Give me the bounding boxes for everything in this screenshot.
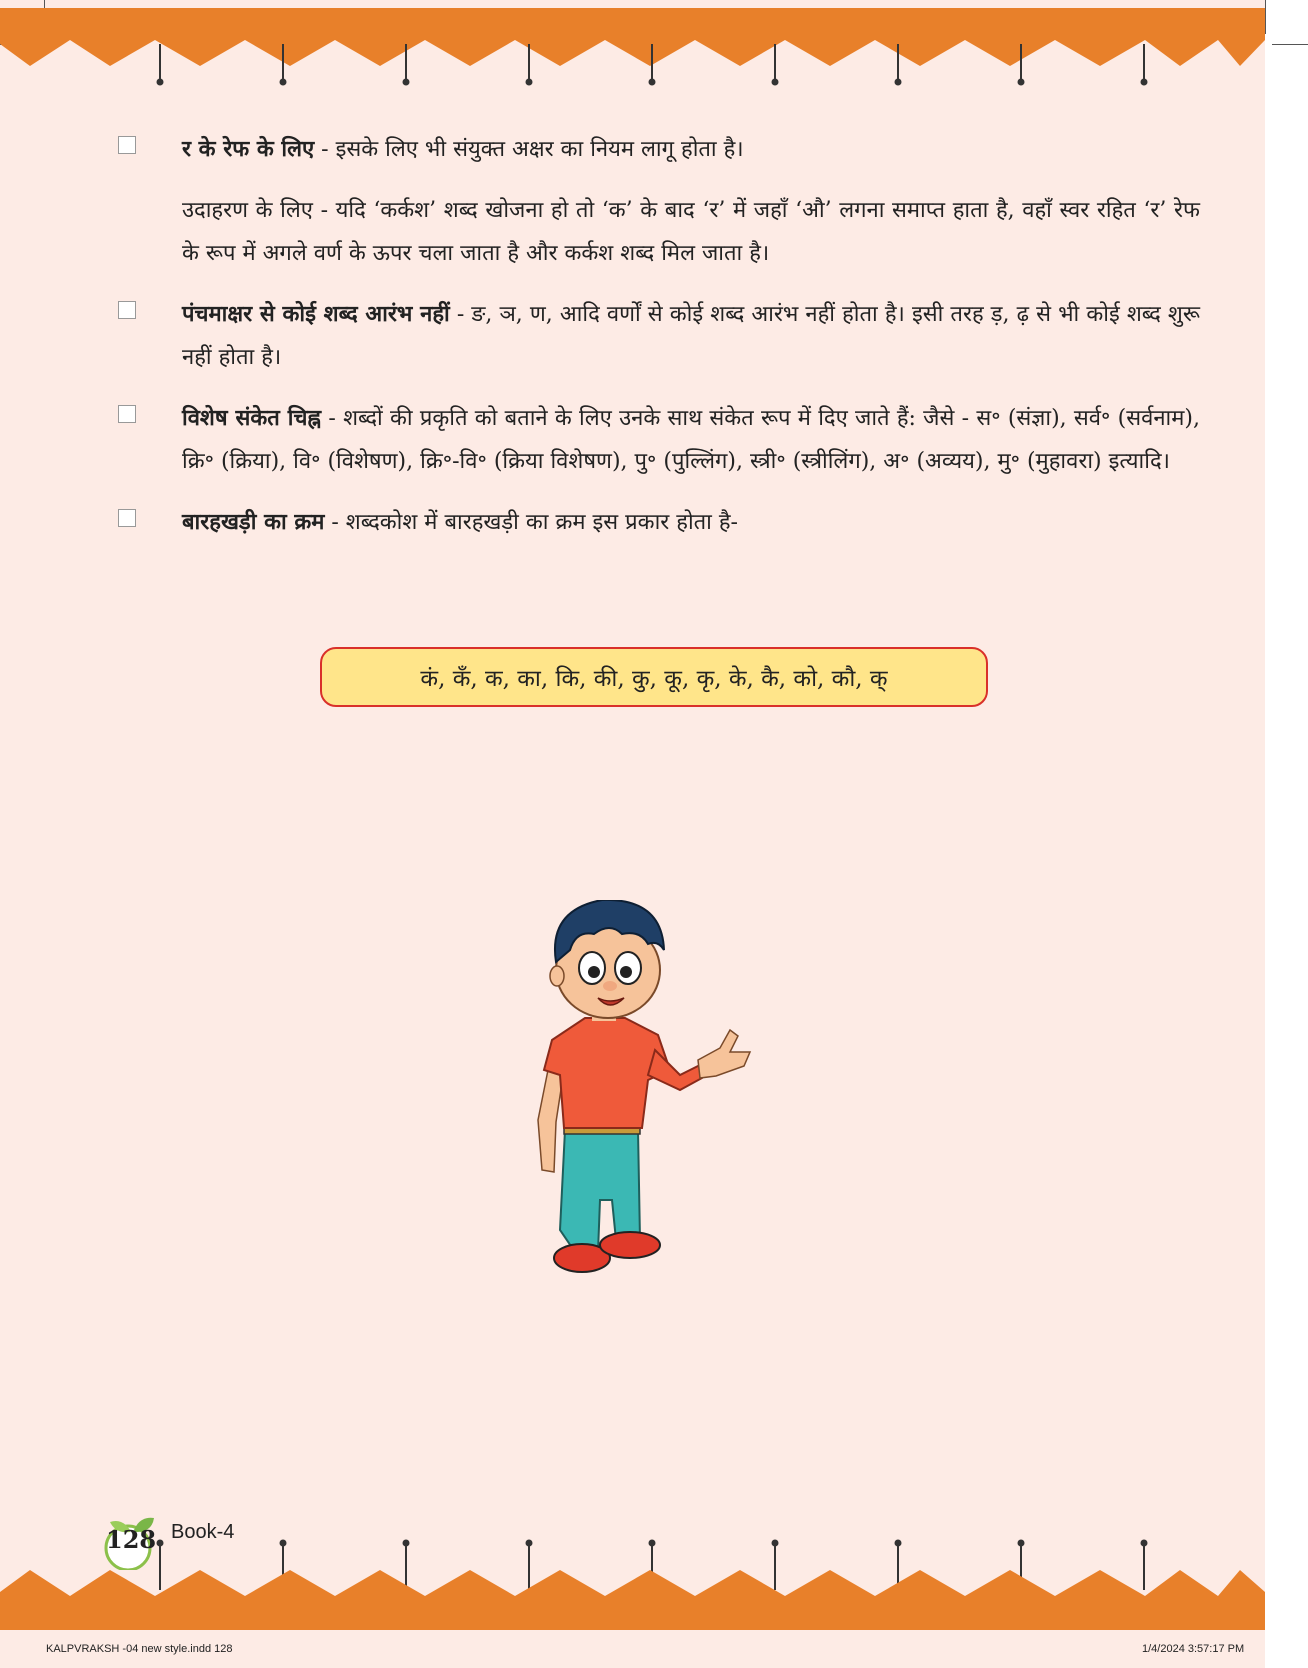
main-content xyxy=(110,128,1200,562)
rule-item-barahkhadi xyxy=(110,501,1200,544)
barahkhadi-text: कं, कँ, क, का, कि, की, कु, कू, कृ, के, कै, को, कौ, क् xyxy=(320,647,988,707)
rule-item-ref xyxy=(110,128,1200,171)
boy-illustration xyxy=(530,900,770,1310)
rule-text: - ङ, ञ, ण, आदि वर्णों से कोई शब्द आरंभ नहीं होता है। इसी तरह ड़, ढ़ से भी कोई शब्द शुरू नहीं होता है। xyxy=(182,302,1200,370)
rule-title: पंचमाक्षर से कोई शब्द आरंभ नहीं xyxy=(182,301,450,327)
print-slug-file: KALPVRAKSH -04 new style.indd 128 xyxy=(46,1643,233,1655)
example-paragraph xyxy=(110,189,1200,275)
checkbox-icon xyxy=(118,136,136,154)
rule-text: - शब्दकोश में बारहखड़ी का क्रम इस प्रकार होता है- xyxy=(324,510,738,535)
rule-text: - शब्दों की प्रकृति को बताने के लिए उनके साथ संकेत रूप में दिए जाते हैं: जैसे - स॰ (संज्ञा), सर्व॰ (सर्वनाम), क्रि॰ (क्रिया), वि॰ (विशेषण), क्रि॰-वि॰ (क्रिया विशेषण), पु॰ (पुल्लिंग), स्त्री॰ (स्त्रीलिंग), अ॰ (अव्यय), मु॰ (मुहावरा) इत्यादि। xyxy=(182,406,1200,474)
example-text: उदाहरण के लिए - यदि ‘कर्कश’ शब्द खोजना हो तो ‘क’ के बाद ‘र’ में जहाँ ‘औ’ लगना समाप्त हाता है, वहाँ स्वर रहित ‘र’ रेफ के रूप में अगले वर्ण के ऊपर चला जाता है और कर्कश शब्द मिल जाता है। xyxy=(182,198,1200,266)
crop-mark xyxy=(1272,44,1308,45)
page-number: 128 xyxy=(106,1525,157,1554)
rule-item-sanket xyxy=(110,397,1200,483)
top-banner xyxy=(0,0,1265,100)
checkbox-icon xyxy=(118,301,136,319)
rule-item-panchmakshar xyxy=(110,293,1200,379)
barahkhadi-box xyxy=(320,647,988,707)
rule-title: बारहखड़ी का क्रम xyxy=(182,509,325,535)
checkbox-icon xyxy=(118,509,136,527)
rule-text: - इसके लिए भी संयुक्त अक्षर का नियम लागू होता है। xyxy=(314,137,744,162)
rule-title: र के रेफ के लिए xyxy=(182,136,315,162)
book-label: Book-4 xyxy=(171,1521,235,1543)
checkbox-icon xyxy=(118,405,136,423)
crop-mark xyxy=(1265,0,1266,34)
rule-title: विशेष संकेत चिह्न xyxy=(182,405,322,431)
print-slug-date: 1/4/2024 3:57:17 PM xyxy=(1142,1643,1245,1655)
